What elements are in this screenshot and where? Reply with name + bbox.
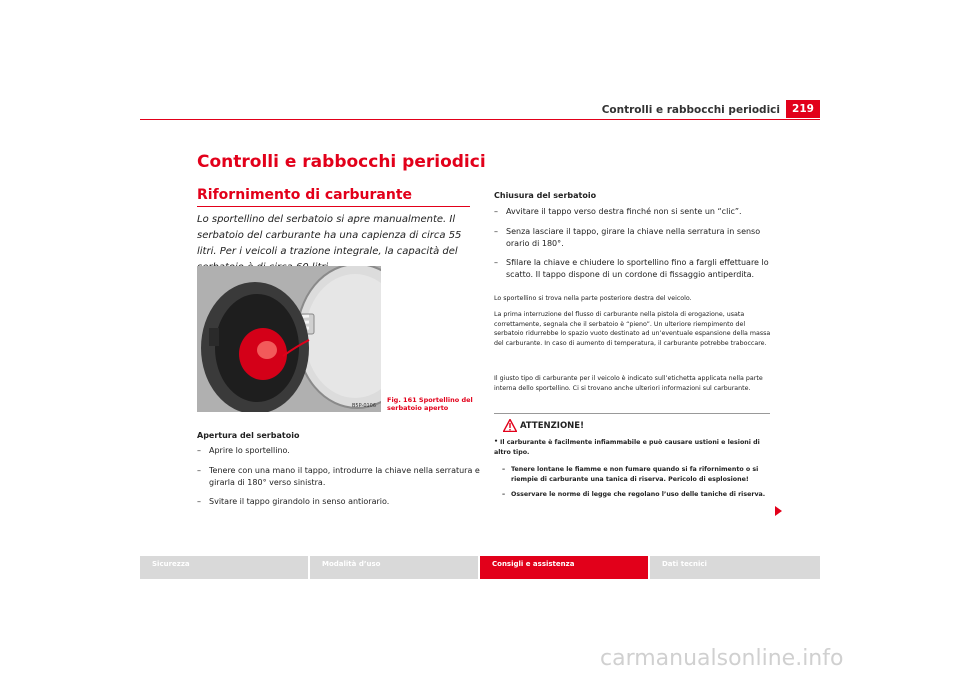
step-text: Senza lasciare il tappo, girare la chiave nella serratura in senso orario di 180°. — [506, 227, 761, 248]
step-text: Tenere con una mano il tappo, introdurre la chiave nella serratura e girarla di 180° verso sinistra. — [209, 466, 480, 487]
continue-arrow-icon — [775, 506, 782, 516]
warning-main-text: Il carburante è facilmente infiammabile e può causare ustioni e lesioni di altro tipo. — [494, 439, 760, 456]
header-rule — [140, 119, 820, 120]
apertura-step — [197, 465, 485, 489]
step-dash: – — [197, 497, 201, 506]
step-text: Aprire lo sportellino. — [209, 446, 290, 455]
running-header-title: Controlli e rabbocchi periodici — [601, 104, 780, 116]
warning-triangle-icon — [503, 419, 517, 432]
apertura-step — [197, 496, 485, 508]
tab-dati-tecnici[interactable]: Dati tecnici — [650, 556, 820, 579]
note-paragraph: Lo sportellino si trova nella parte posteriore destra del veicolo. — [494, 295, 692, 302]
warning-bullet: • — [494, 438, 499, 445]
note-paragraph: La prima interruzione del flusso di carburante nella pistola di erogazione, usata correttamente, segnala che il serbatoio è “pieno”. Un ulteriore riempimento del serbatoio ridurrebbe lo spazio vuoto destinato ad un’eventuale espansione della massa del carburante. In caso di aumento di temperatura, il carburante potrebbe traboccare. — [494, 311, 771, 347]
step-text: Svitare il tappo girandolo in senso antiorario. — [209, 497, 390, 506]
chapter-title: Controlli e rabbocchi periodici — [197, 152, 486, 172]
fuel-flap-photo — [197, 266, 381, 412]
step-text: Avvitare il tappo verso destra finché non si sente un “clic”. — [506, 207, 742, 216]
section-title: Rifornimento di carburante — [197, 187, 413, 203]
warning-title: ATTENZIONE! — [520, 421, 584, 431]
step-dash: – — [197, 446, 201, 455]
intro-paragraph: Lo sportellino del serbatoio si apre manualmente. Il serbatoio del carburante ha una capienza di circa 55 litri. Per i veicoli a trazione integrale, la capacità del — [197, 214, 462, 257]
fuel-flap-illustration — [197, 266, 381, 412]
warning-subitem — [502, 465, 779, 485]
chiusura-step — [494, 257, 786, 281]
section-rule — [197, 206, 470, 207]
apertura-step — [197, 445, 485, 457]
tab-modalita-uso[interactable]: Modalità d’uso — [310, 556, 478, 579]
step-dash: – — [494, 207, 498, 216]
chiusura-step — [494, 226, 786, 250]
step-text: Sfilare la chiave e chiudere lo sportellino fino a fargli effettuare lo scatto. Il tappo dispone di un cordone di fissaggio antiperdita. — [506, 258, 769, 279]
figure-code: B5P-0106 — [352, 403, 377, 409]
warning-subitem-text: Tenere lontane le fiamme e non fumare quando si fa rifornimento o si riempie di carburante una tanica di riserva. Pericolo di esplosione! — [511, 466, 759, 483]
warning-subitem — [502, 490, 779, 500]
chiusura-heading: Chiusura del serbatoio — [494, 191, 597, 200]
watermark: carmanualsonline.info — [600, 646, 844, 671]
step-dash: – — [502, 466, 506, 473]
note-paragraph: Il giusto tipo di carburante per il veicolo è indicato sull’etichetta applicata nella parte interna dello sportellino. Ci si trovano anche ulteriori informazioni sul carburante. — [494, 375, 763, 392]
figure-caption: Fig. 161 Sportellino del serbatoio aperto — [387, 396, 473, 412]
step-dash: – — [494, 258, 498, 267]
apertura-heading: Apertura del serbatoio — [197, 431, 300, 440]
chiusura-step — [494, 206, 786, 218]
tab-sicurezza[interactable]: Sicurezza — [140, 556, 308, 579]
step-dash: – — [494, 227, 498, 236]
step-dash: – — [502, 491, 506, 498]
warning-subitem-text: Osservare le norme di legge che regolano l’uso delle taniche di riserva. — [511, 491, 766, 498]
page-number: 219 — [786, 100, 820, 118]
step-dash: – — [197, 466, 201, 475]
tab-consigli-assistenza[interactable]: Consigli e assistenza — [480, 556, 648, 579]
